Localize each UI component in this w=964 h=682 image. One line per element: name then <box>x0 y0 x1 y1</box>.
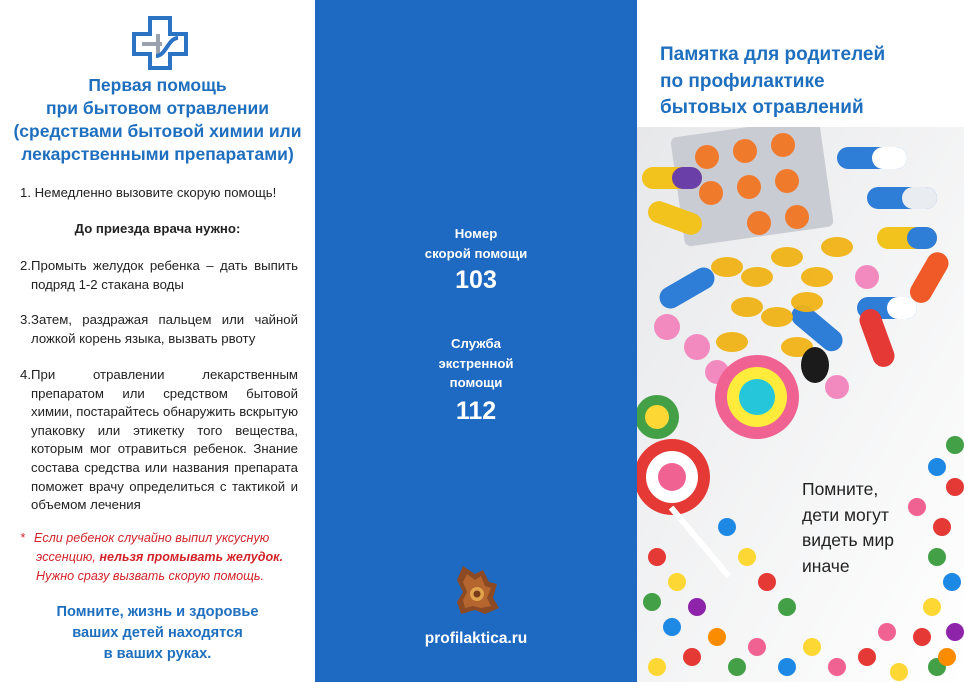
first-aid-title-line: лекарственными препаратами) <box>21 144 294 164</box>
ambulance-label-line: скорой помощи <box>424 245 528 261</box>
step-text: При отравлении лекарственным препаратом или средством бытовой химии, постарайтесь обнаружить вскрытую упаковку или этикетку того вещества, которым мог отравиться ребенок. Знание состава средства или названия препарата поможет врачу определиться с тактикой и объемом лечения <box>31 367 298 513</box>
emergency-number: 112 <box>455 397 497 425</box>
medical-cross-logo-icon <box>132 16 188 70</box>
right-panel <box>637 0 964 682</box>
emergency-label-line: помощи <box>449 375 503 390</box>
footer-line: в ваших руках. <box>103 646 212 662</box>
left-panel <box>0 0 315 682</box>
warning-text: эссенцию, <box>36 550 96 564</box>
step-text: Затем, раздражая пальцем или чайной ложкой корень языка, вызвать рвоту <box>31 312 298 346</box>
step-4 <box>20 366 298 515</box>
middle-panel <box>315 0 637 682</box>
warning-text: Нужно сразу вызвать скорую помощь. <box>36 569 265 583</box>
footer-line: ваших детей находятся <box>72 625 243 641</box>
left-footer-slogan <box>0 602 315 665</box>
remember-line: иначе <box>802 555 850 576</box>
memo-title-line: по профилактике <box>660 70 825 92</box>
step-text: Промыть желудок ребенка – дать выпить подряд 1-2 стакана воды <box>31 258 298 292</box>
before-doctor-heading: До приезда врача нужно: <box>74 221 241 236</box>
pills-and-candies-photo <box>637 127 964 682</box>
ambulance-label <box>315 224 637 263</box>
ambulance-label-line: Номер <box>454 226 498 241</box>
vinegar-warning <box>20 529 310 586</box>
emergency-label-line: Служба <box>450 336 502 351</box>
first-aid-title-line: (средствами бытовой химии или <box>13 121 302 141</box>
remember-slogan <box>802 477 962 579</box>
warning-bold-text: нельзя промывать желудок. <box>99 550 284 564</box>
remember-line: видеть мир <box>802 530 894 550</box>
memo-title-line: Памятка для родителей <box>660 44 886 65</box>
profilaktica-emblem-icon <box>453 564 501 616</box>
footer-line: Помните, жизнь и здоровье <box>56 604 259 620</box>
first-aid-title-line: Первая помощь <box>88 75 227 95</box>
memo-title-line: бытовых отравлений <box>660 97 864 118</box>
step-number: 3. <box>20 312 31 327</box>
step-1-call-ambulance: 1. Немедленно вызовите скорую помощь! <box>20 185 277 200</box>
step-number: 4. <box>20 367 31 382</box>
remember-line: дети могут <box>802 504 889 525</box>
first-aid-title-line: при бытовом отравлении <box>46 98 269 118</box>
step-3 <box>20 311 298 348</box>
remember-line: Помните, <box>802 479 879 499</box>
warning-asterisk: * <box>20 531 25 545</box>
emergency-label-line: экстренной <box>438 355 514 371</box>
first-aid-title <box>0 74 315 166</box>
site-link[interactable]: profilaktica.ru <box>424 630 528 647</box>
pills-and-candies-illustration <box>637 127 964 682</box>
emergency-label <box>315 334 637 393</box>
step-2 <box>20 257 298 294</box>
step-number: 2. <box>20 258 31 273</box>
memo-title <box>660 42 960 122</box>
ambulance-number: 103 <box>455 266 497 294</box>
warning-text: Если ребенок случайно выпил уксусную <box>34 531 270 545</box>
